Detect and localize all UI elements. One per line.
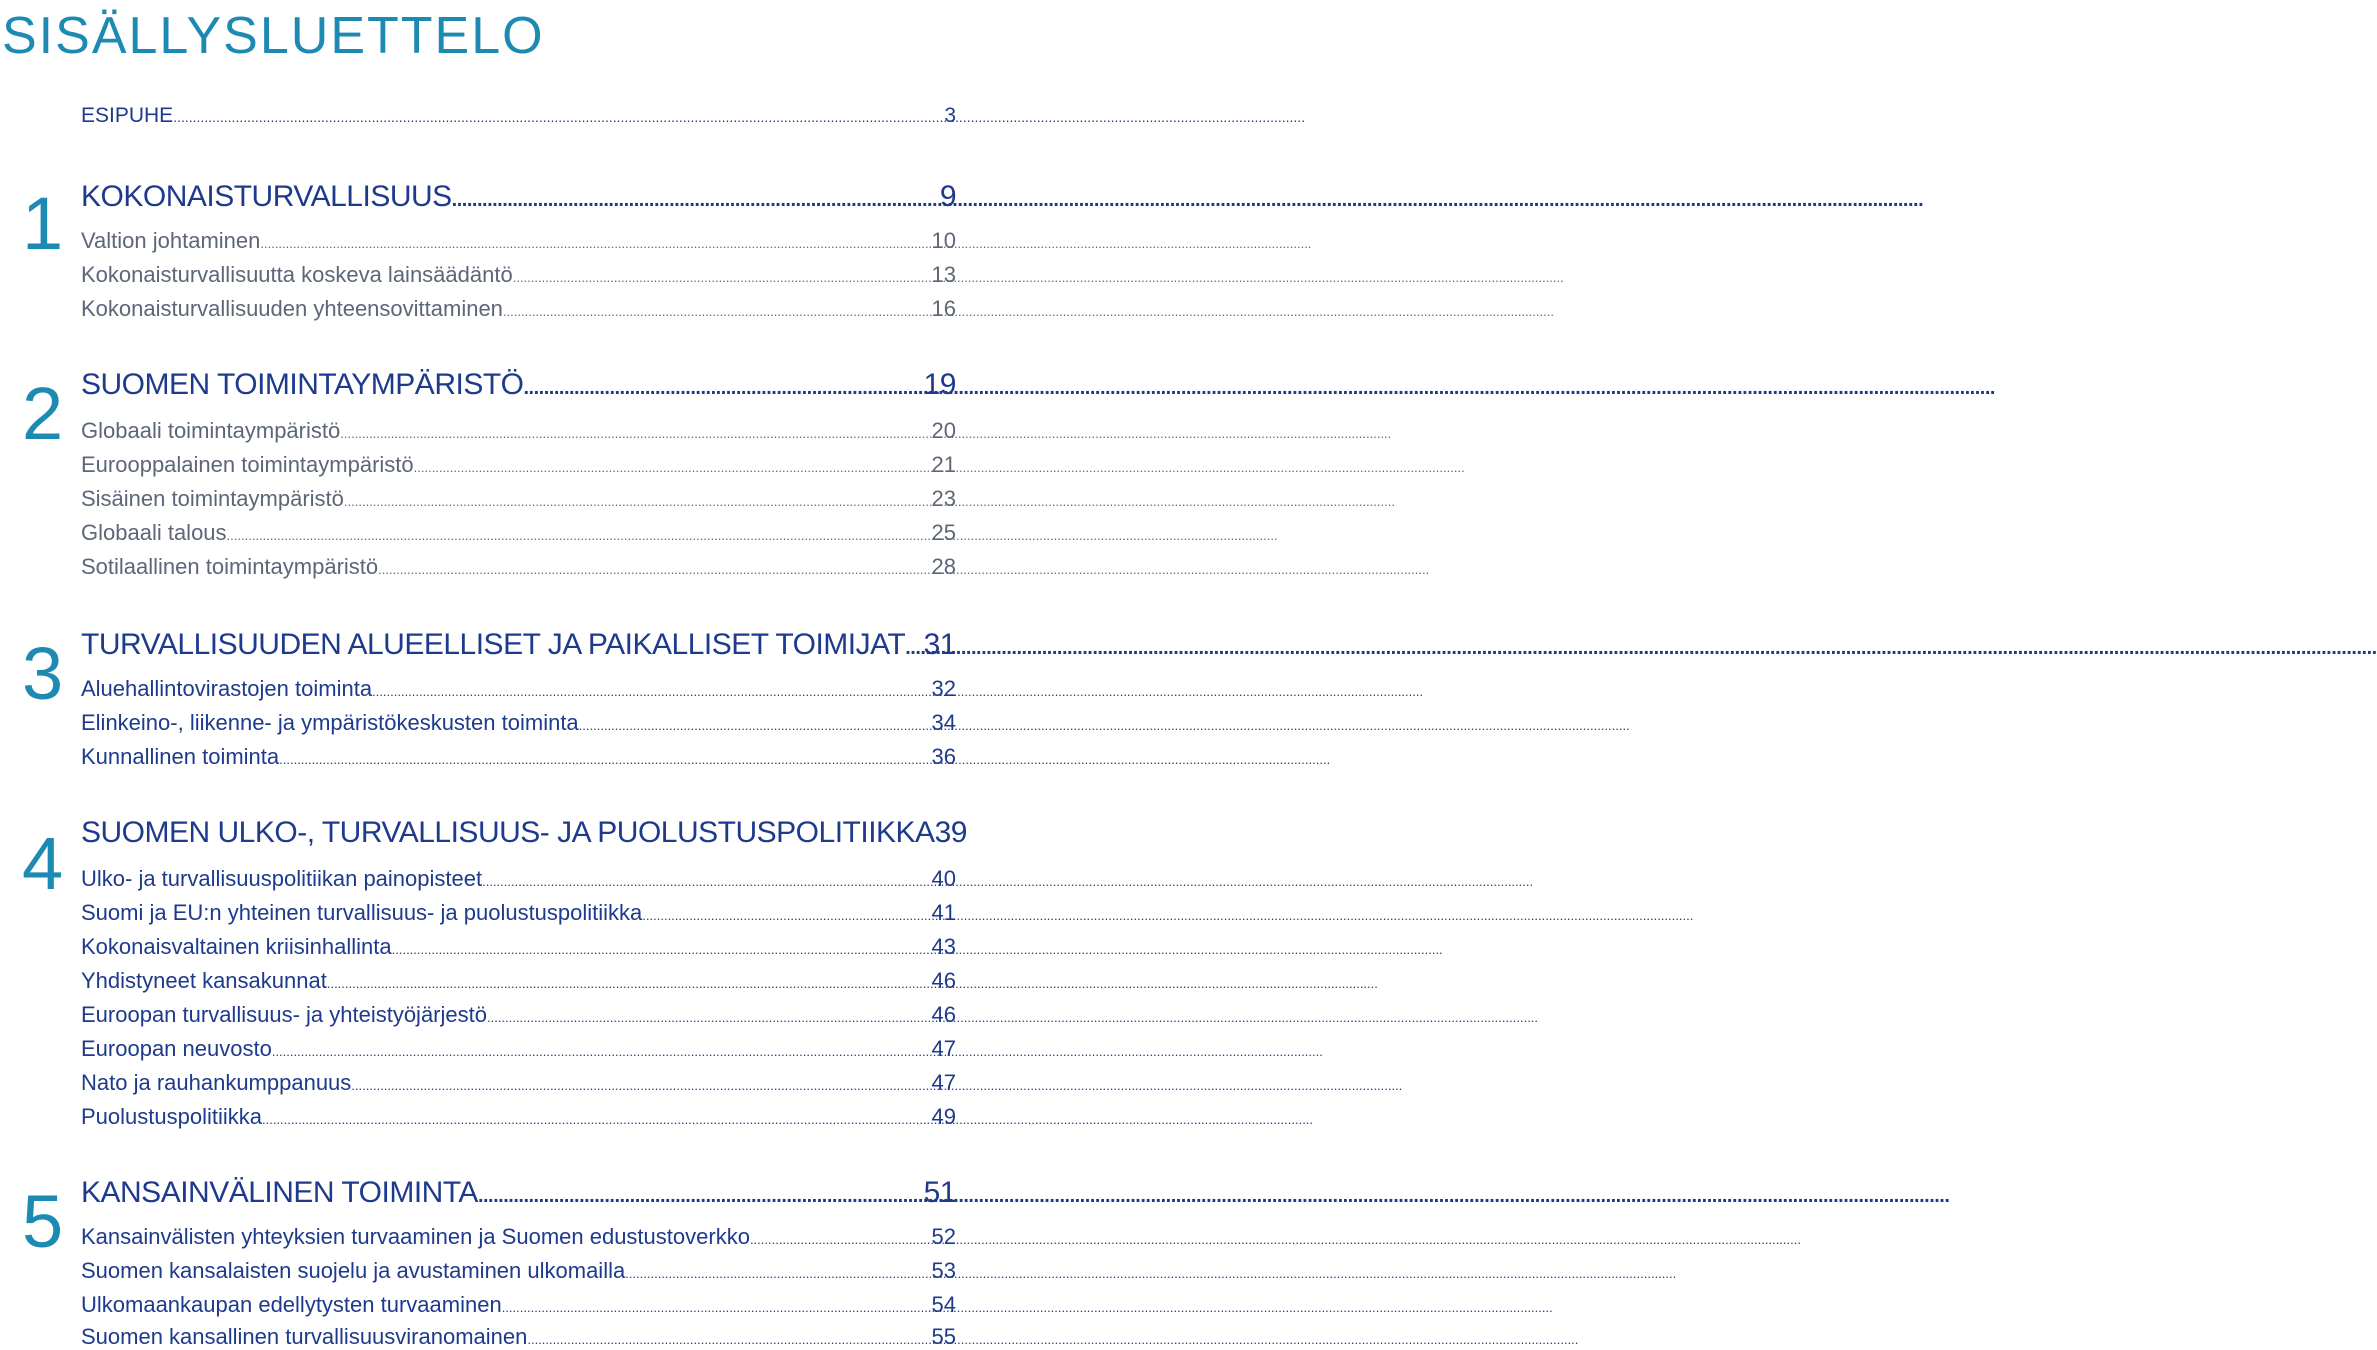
dot-leader: [260, 236, 931, 251]
chapter-heading-label: KANSAINVÄLINEN TOIMINTA: [81, 1176, 478, 1209]
toc-entry-label: Nato ja rauhankumppanuus: [81, 1070, 352, 1095]
toc-page-number: 47: [931, 1070, 956, 1095]
dot-leader: [527, 1332, 931, 1347]
toc-page-number: 54: [931, 1292, 956, 1317]
dot-leader: [487, 1010, 932, 1025]
dot-leader: [372, 684, 931, 699]
toc-chapter-heading[interactable]: [81, 180, 956, 214]
toc-entry[interactable]: [81, 1224, 956, 1250]
toc-entry[interactable]: [81, 1104, 956, 1130]
toc-entry[interactable]: [81, 710, 956, 736]
toc-entry[interactable]: [81, 1292, 956, 1318]
toc-page-number: 36: [931, 744, 956, 769]
toc-page-number: 39: [934, 816, 967, 849]
toc-entry[interactable]: [81, 262, 956, 288]
chapter-heading-label: TURVALLISUUDEN ALUEELLISET JA PAIKALLISET TOIMIJAT: [81, 628, 906, 661]
toc-entry-preface[interactable]: [81, 104, 956, 128]
toc-page-number: 3: [944, 104, 956, 127]
chapter-number: 4: [22, 822, 64, 905]
toc-entry-label: Suomen kansalaisten suojelu ja avustaminen ulkomailla: [81, 1258, 626, 1283]
toc-page-number: 23: [931, 486, 956, 511]
dot-leader: [503, 304, 932, 319]
toc-entry-label: Euroopan neuvosto: [81, 1036, 272, 1061]
toc-chapter-heading[interactable]: [81, 1176, 956, 1210]
toc-page-number: 55: [931, 1324, 956, 1349]
toc-page-number: 25: [931, 520, 956, 545]
toc-entry-label: Ulkomaankaupan edellytysten turvaaminen: [81, 1292, 502, 1317]
dot-leader: [262, 1112, 932, 1127]
toc-entry-label: Kokonaisturvallisuuden yhteensovittaminen: [81, 296, 503, 321]
toc-entry[interactable]: [81, 1002, 956, 1028]
chapter-number: 2: [22, 372, 64, 455]
toc-page-number: 41: [931, 900, 956, 925]
chapter-heading-label: SUOMEN ULKO-, TURVALLISUUS- JA PUOLUSTUSPOLITIIKKA: [81, 816, 935, 849]
toc-entry[interactable]: [81, 296, 956, 322]
toc-entry-label: Puolustuspolitiikka: [81, 1104, 262, 1129]
toc-entry-label: Globaali toimintaympäristö: [81, 418, 341, 443]
dot-leader: [327, 976, 932, 991]
toc-entry-label: ESIPUHE: [81, 104, 174, 127]
dot-leader: [227, 528, 932, 543]
toc-entry[interactable]: [81, 1324, 956, 1350]
toc-entry-label: Eurooppalainen toimintaympäristö: [81, 452, 414, 477]
dot-leader: [279, 752, 931, 767]
dot-leader: [625, 1266, 931, 1281]
dot-leader: [414, 460, 932, 475]
dot-leader: [392, 942, 932, 957]
toc-entry[interactable]: [81, 554, 956, 580]
toc-entry[interactable]: [81, 676, 956, 702]
toc-page-number: 9: [939, 180, 956, 213]
toc-page-number: 46: [931, 1002, 956, 1027]
toc-entry-label: Suomi ja EU:n yhteinen turvallisuus- ja puolustuspolitiikka: [81, 900, 643, 925]
toc-entry-label: Elinkeino-, liikenne- ja ympäristökeskusten toiminta: [81, 710, 579, 735]
toc-entry-label: Ulko- ja turvallisuuspolitiikan painopisteet: [81, 866, 483, 891]
toc-chapter-heading[interactable]: [81, 816, 967, 850]
toc-entry[interactable]: [81, 452, 956, 478]
dot-leader: [579, 718, 932, 733]
dot-leader: [340, 426, 931, 441]
toc-page-number: 43: [931, 934, 956, 959]
dot-leader: [642, 908, 931, 923]
toc-page-number: 28: [931, 554, 956, 579]
toc-entry-label: Suomen kansallinen turvallisuusviranomainen: [81, 1324, 528, 1349]
toc-entry[interactable]: [81, 520, 956, 546]
toc-page-number: 51: [923, 1176, 956, 1209]
dot-leader: [502, 1300, 932, 1315]
toc-entry[interactable]: [81, 228, 956, 254]
toc-entry[interactable]: [81, 968, 956, 994]
toc-page-number: 40: [931, 866, 956, 891]
toc-entry-label: Kunnallinen toiminta: [81, 744, 280, 769]
toc-page-number: 49: [931, 1104, 956, 1129]
toc-entry-label: Aluehallintovirastojen toiminta: [81, 676, 373, 701]
toc-entry[interactable]: [81, 1070, 956, 1096]
toc-page-number: 21: [931, 452, 956, 477]
dot-leader: [351, 1078, 931, 1093]
page-title: SISÄLLYSLUETTELO: [2, 7, 545, 65]
chapter-number: 3: [22, 632, 64, 715]
toc-entry-label: Valtion johtaminen: [81, 228, 261, 253]
toc-entry-label: Kokonaisvaltainen kriisinhallinta: [81, 934, 392, 959]
dot-leader: [750, 1232, 932, 1247]
dot-leader: [272, 1044, 932, 1059]
toc-page-number: 53: [931, 1258, 956, 1283]
toc-chapter-heading[interactable]: [81, 368, 956, 402]
toc-entry-label: Sotilaallinen toimintaympäristö: [81, 554, 379, 579]
dot-leader: [482, 874, 931, 889]
toc-entry-label: Yhdistyneet kansakunnat: [81, 968, 327, 993]
toc-entry-label: Sisäinen toimintaympäristö: [81, 486, 344, 511]
toc-entry[interactable]: [81, 744, 956, 770]
toc-entry[interactable]: [81, 1036, 956, 1062]
toc-entry[interactable]: [81, 934, 956, 960]
toc-page-number: 16: [931, 296, 956, 321]
chapter-heading-label: SUOMEN TOIMINTAYMPÄRISTÖ: [81, 368, 524, 401]
dot-leader: [452, 189, 940, 212]
dot-leader: [173, 109, 944, 125]
toc-entry-label: Kokonaisturvallisuutta koskeva lainsäädäntö: [81, 262, 513, 287]
toc-page-number: 13: [931, 262, 956, 287]
toc-entry[interactable]: [81, 900, 956, 926]
toc-page-number: 32: [931, 676, 956, 701]
toc-page-number: 34: [931, 710, 956, 735]
dot-leader: [513, 270, 932, 285]
chapter-number: 5: [22, 1180, 64, 1263]
toc-page-number: 20: [931, 418, 956, 443]
dot-leader: [905, 637, 923, 660]
toc-entry-label: Globaali talous: [81, 520, 227, 545]
dot-leader: [523, 377, 923, 400]
toc-page-number: 52: [931, 1224, 956, 1249]
toc-page-number: 47: [931, 1036, 956, 1061]
chapter-number: 1: [22, 182, 64, 265]
toc-entry-label: Euroopan turvallisuus- ja yhteistyöjärjestö: [81, 1002, 487, 1027]
dot-leader: [378, 562, 931, 577]
toc-entry[interactable]: [81, 866, 956, 892]
chapter-heading-label: KOKONAISTURVALLISUUS: [81, 180, 452, 213]
toc-entry-label: Kansainvälisten yhteyksien turvaaminen ja Suomen edustustoverkko: [81, 1224, 750, 1249]
toc-entry[interactable]: [81, 486, 956, 512]
toc-page-number: 31: [923, 628, 956, 661]
toc-chapter-heading[interactable]: [81, 628, 956, 662]
toc-entry[interactable]: [81, 418, 956, 444]
dot-leader: [478, 1185, 924, 1208]
toc-page-number: 19: [923, 368, 956, 401]
toc-page-number: 10: [931, 228, 956, 253]
toc-page-number: 46: [931, 968, 956, 993]
toc-entry[interactable]: [81, 1258, 956, 1284]
dot-leader: [344, 494, 932, 509]
